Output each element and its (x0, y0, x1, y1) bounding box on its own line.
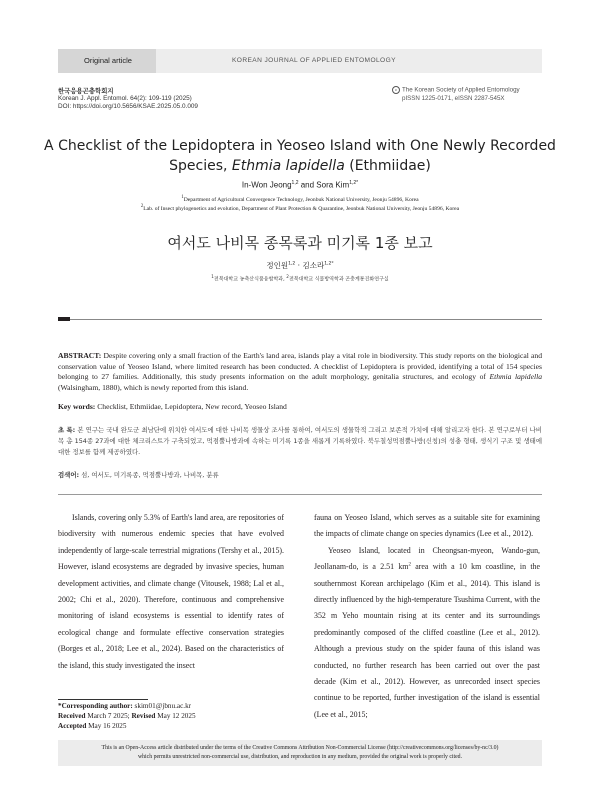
author-and: and (298, 180, 317, 190)
received-label: Received (58, 712, 86, 720)
revised-label: Revised (131, 712, 156, 720)
received-date: March 7 2025; (85, 712, 132, 720)
korean-abstract (58, 425, 542, 458)
aff-2-sup: 2 (140, 204, 144, 209)
korean-author-1-sup: 1,2 (288, 261, 296, 267)
body-rule (58, 494, 542, 495)
received-revised (58, 712, 196, 720)
copyright-icon: c (392, 86, 400, 94)
abstract-text-a: Despite covering only a small fraction of the Earth's land area, islands play a vital role in biodiversity. This study reports on the biological and conservation value of Yeoseo Island, where limited research has been conducted. A checklist of Lepidoptera is provided, identifying a total of 154 species belonging to 27 families. Additionally, this study presents information on the adult morphology, genitalia structures, and ecology of (58, 351, 542, 381)
title-suffix: (Ethmiidae) (344, 158, 431, 174)
title-species: Ethmia lapidella (231, 158, 345, 174)
article-title (40, 136, 560, 176)
korean-author-sep: · (295, 261, 303, 270)
korean-keywords (58, 470, 542, 481)
author-2: Sora Kim (316, 180, 350, 190)
section-rule-mark (58, 317, 70, 321)
korean-keywords-label: 검색어: (58, 471, 80, 479)
title-line-1: A Checklist of the Lepidoptera in Yeoseo Island with One Newly Recorded (44, 138, 556, 154)
author-1-sup: 1,2 (291, 180, 299, 186)
korean-author-1: 정인원 (266, 261, 289, 270)
keywords (58, 402, 542, 413)
article-type-tab (58, 49, 156, 73)
body-paragraph-2: fauna on Yeoseo Island, which serves as a suitable site for examining the impacts of climate change on species dynamics (Lee et al., 2012). (314, 513, 540, 539)
body-p3-b: area with a 10 km coastline, in the southernmost Korean archipelago (Kim et al., 2014). This island is directly influenced by the high-temperature Tsushima Current, with the 352 m Yeho mountain rising at its center and its surroundings predominantly composed of the cliffed coastline (Lee et al., 2012). Although a previous study on the spider fauna of this island was conducted, no further research has been carried out over the past decade (Kim et al., 2012). However, as unrecorded insect species continue to be reported, further investigation of the island is essential (Lee et al., 2015; (314, 562, 541, 719)
accepted (58, 722, 126, 730)
body-paragraph-1: Islands, covering only 5.3% of Earth's land area, are repositories of biodiversity with numerous endemic species that have evolved independently of large-scale terrestrial migrations (Tershy et al., 2015). However, island ecosystems are degraded by invasive species, human development activities, and climate change (Vitousek, 1988; Lal et al., 2002; Chi et al., 2020). Therefore, continuous and comprehensive monitoring of island ecosystems is essential to identify rates of ecological change and formulate effective conservation strategies (Borges et al., 2018; Lee et al., 2024). Based on the characteristics of the island, this study investigated the insect (58, 513, 284, 670)
author-2-sup-num: 1,2 (349, 180, 357, 186)
korean-author-2-sup-num: 1,2 (324, 261, 332, 267)
author-2-sup (349, 180, 358, 186)
doi-link[interactable]: DOI: https://doi.org/10.5656/KSAE.2025.05.0.009 (58, 103, 198, 110)
open-access-line-2: which permits unrestricted non-commercial use, distribution, and reproduction in any medium, provided the original work is properly cited. (137, 754, 463, 760)
abstract-text-b: (Walsingham, 1880), which is newly reported from this island. (58, 382, 249, 392)
copyright-line (392, 86, 520, 94)
title-prefix: Species, (169, 158, 232, 174)
journal-korean-name: 한국응용곤충학회지 (58, 87, 114, 95)
korean-affiliations (0, 274, 600, 283)
title-line-2 (40, 156, 560, 176)
korean-aff-1-sup: 1 (211, 274, 214, 279)
aff-2-text: Lab. of Insect phylogenetics and evolution, Department of Plant Protection & Quarantine, Jeonbuk National University, Jeonju 54896, Korea (143, 205, 460, 212)
article-type-label: Original article (84, 56, 132, 65)
citation: Korean J. Appl. Entomol. 64(2): 109-119 (2025) (58, 95, 192, 102)
open-access-line-1: This is an Open-Access article distributed under the terms of the Creative Commons Attribution Non-Commercial License (http://creativecommons.org/licenses/by-nc/3.0) (101, 745, 499, 751)
korean-keywords-text: 섬, 여서도, 미기록종, 먹점뿔나방과, 나비목, 분류 (79, 471, 219, 479)
body-p3-a: Yeoseo Island, located in Cheongsan-myeon, Wando-gun, Jeollanam-do, is a 2.51 km (314, 545, 540, 572)
author-list (0, 180, 600, 190)
korean-aff-1: 전북대학교 농축산식품융합학과, (213, 276, 287, 283)
korean-abstract-label: 초 록: (58, 426, 76, 434)
korean-author-list (0, 260, 600, 271)
korean-aff-2-sup: 2 (286, 274, 289, 279)
accepted-date: May 16 2025 (86, 722, 127, 730)
korean-author-2: 김소라 (302, 261, 325, 270)
keywords-label: Key words: (58, 402, 96, 411)
corr-label: *Corresponding author: (58, 702, 133, 710)
korean-aff-2: 전북대학교 식물방역학과 곤충계통진화연구실 (288, 276, 389, 283)
body-column-right (314, 510, 540, 723)
corresponding-author (58, 702, 191, 710)
korean-corresponding-mark: * (331, 261, 334, 267)
abstract-label: ABSTRACT: (58, 351, 102, 360)
korean-abstract-text: 본 연구는 국내 완도군 최남단에 위치한 여서도에 대한 나비목 생물상 조사를 통하여, 여서도의 생물학적 그리고 보존적 가치에 대해 알리고자 한다. 본 연구로부터 나비목 총 154종 27과에 대한 체크리스트가 구축되었고, 먹점뿔나방과에 속하는 미기록 1종을 새롭게 기록하였다. 북두칠성먹점뿔나방(신칭)의 성충 형태, 생식기 구조 및 생태에 대한 정보를 함께 제공하였다. (58, 426, 542, 456)
aff-1-text: Department of Agricultural Convergence Technology, Jeonbuk National University, Jeonju 54896, Korea (183, 196, 419, 203)
section-rule (58, 319, 542, 320)
issn: pISSN 1225-0171, eISSN 2287-545X (402, 95, 505, 102)
revised-date: May 12 2025 (155, 712, 196, 720)
abstract (58, 351, 542, 393)
keywords-text: Checklist, Ethmiidae, Lepidoptera, New record, Yeoseo Island (95, 402, 287, 411)
affiliation-1 (0, 195, 600, 203)
abstract-species: Ethmia lapidella (489, 372, 542, 381)
body-p3-sup: 2 (408, 562, 411, 568)
body-column-left (58, 510, 284, 674)
open-access-notice (58, 740, 542, 766)
accepted-label: Accepted (58, 722, 87, 730)
journal-name-header: KOREAN JOURNAL OF APPLIED ENTOMOLOGY (232, 57, 396, 64)
author-1: In-Won Jeong (241, 180, 292, 190)
korean-author-2-sup (324, 262, 333, 267)
aff-1-sup: 1 (181, 195, 184, 200)
footnote-rule (58, 699, 148, 700)
korean-title: 여서도 나비목 종목록과 미기록 1종 보고 (167, 234, 433, 252)
corresponding-mark: * (356, 180, 359, 186)
body-paragraph-3 (314, 543, 540, 723)
corr-email[interactable]: skim01@jbnu.ac.kr (132, 702, 192, 710)
copyright-text: The Korean Society of Applied Entomology (402, 86, 520, 94)
affiliation-2 (0, 204, 600, 212)
